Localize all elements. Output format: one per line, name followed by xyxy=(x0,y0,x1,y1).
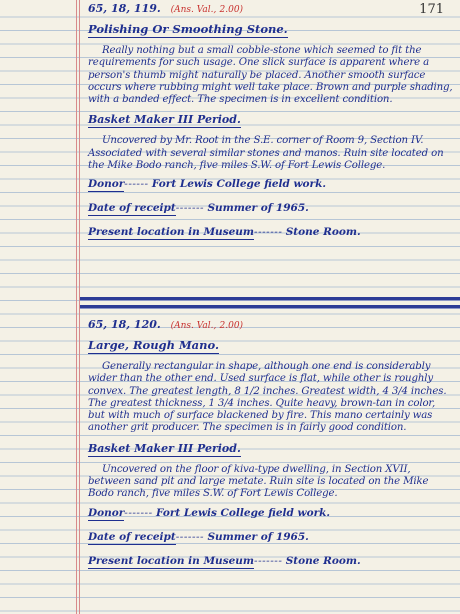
provenance-text: Uncovered by Mr. Root in the S.E. corner of Room 9, Section IV. Associated with several similar stones and manos. Ruin site located on the Mike Bodo ranch, five miles S.W. of Fort Lewis College. xyxy=(88,135,444,172)
donor-field xyxy=(88,507,454,525)
dotted-leader: ------- xyxy=(254,226,283,239)
value-amount: 2.00) xyxy=(219,321,244,331)
item-description: Generally rectangular in shape, although one end is considerably wider than the other end. Used surface is flat, while other is roughly convex. The greatest length, 8 1/2 inches. Greatest width, 4 3/4 inches. The greatest thickness, 1 3/4 inches. Quite heavy, brown-tan in color, but with much of surface blackened by fire. This mano certainly was another grit producer. The specimen is in fairly good condition. xyxy=(88,361,447,434)
receipt-value: Summer of 1965. xyxy=(207,202,309,215)
catalog-entry xyxy=(88,2,454,244)
catalog-number: 65, 18, 120. xyxy=(88,318,161,331)
location-value: Stone Room. xyxy=(285,554,361,567)
item-description: Really nothing but a small cobble-stone which seemed to fit the requirements for such usage. One slick surface is apparent where a person's thumb might naturally be placed. Another smooth surface occurs where rubbing might well take place. Brown and purple shading, with a banded effect. The specimen is in excellent condition. xyxy=(88,45,453,106)
period-heading: Basket Maker III Period. xyxy=(88,441,241,455)
receipt-value: Summer of 1965. xyxy=(207,530,309,543)
dotted-leader: ------- xyxy=(254,554,283,567)
receipt-label: Date of receipt xyxy=(88,530,176,543)
dotted-leader: ------ xyxy=(124,178,149,191)
entry-header xyxy=(88,2,454,18)
location-value: Stone Room. xyxy=(285,226,361,239)
value-label: (Ans. Val., xyxy=(170,5,217,15)
dotted-leader: ------- xyxy=(175,202,205,215)
item-title: Polishing Or Smoothing Stone. xyxy=(88,22,288,36)
margin-line xyxy=(76,0,77,614)
period-heading: Basket Maker III Period. xyxy=(88,113,241,127)
receipt-label: Date of receipt xyxy=(88,202,176,215)
page-number: 171 xyxy=(419,2,444,17)
entry-divider xyxy=(80,305,460,309)
location-label: Present location in Museum xyxy=(88,226,255,239)
receipt-field xyxy=(88,531,454,549)
donor-label: Donor xyxy=(88,178,125,191)
catalog-number: 65, 18, 119. xyxy=(88,2,161,15)
entry-header xyxy=(88,318,454,334)
location-field xyxy=(88,555,454,573)
appraised-value xyxy=(171,321,244,331)
dotted-leader: ------- xyxy=(124,506,153,519)
donor-value: Fort Lewis College field work. xyxy=(155,506,331,519)
value-label: (Ans. Val., xyxy=(170,321,217,331)
appraised-value xyxy=(171,5,244,15)
entry-divider xyxy=(80,297,460,301)
dotted-leader: ------- xyxy=(175,530,205,543)
location-label: Present location in Museum xyxy=(88,554,255,567)
location-field xyxy=(88,226,454,244)
value-amount: 2.00) xyxy=(219,5,244,15)
donor-value: Fort Lewis College field work. xyxy=(151,178,327,191)
item-title: Large, Rough Mano. xyxy=(88,338,219,352)
donor-field xyxy=(88,178,454,196)
donor-label: Donor xyxy=(88,506,125,519)
provenance-text: Uncovered on the floor of kiva-type dwelling, in Section XVII, between sand pit and large metate. Ruin site is located on the Mike Bodo ranch, five miles S.W. of Fort Lewis College. xyxy=(88,463,429,500)
receipt-field xyxy=(88,202,454,220)
catalog-entry xyxy=(88,318,454,573)
